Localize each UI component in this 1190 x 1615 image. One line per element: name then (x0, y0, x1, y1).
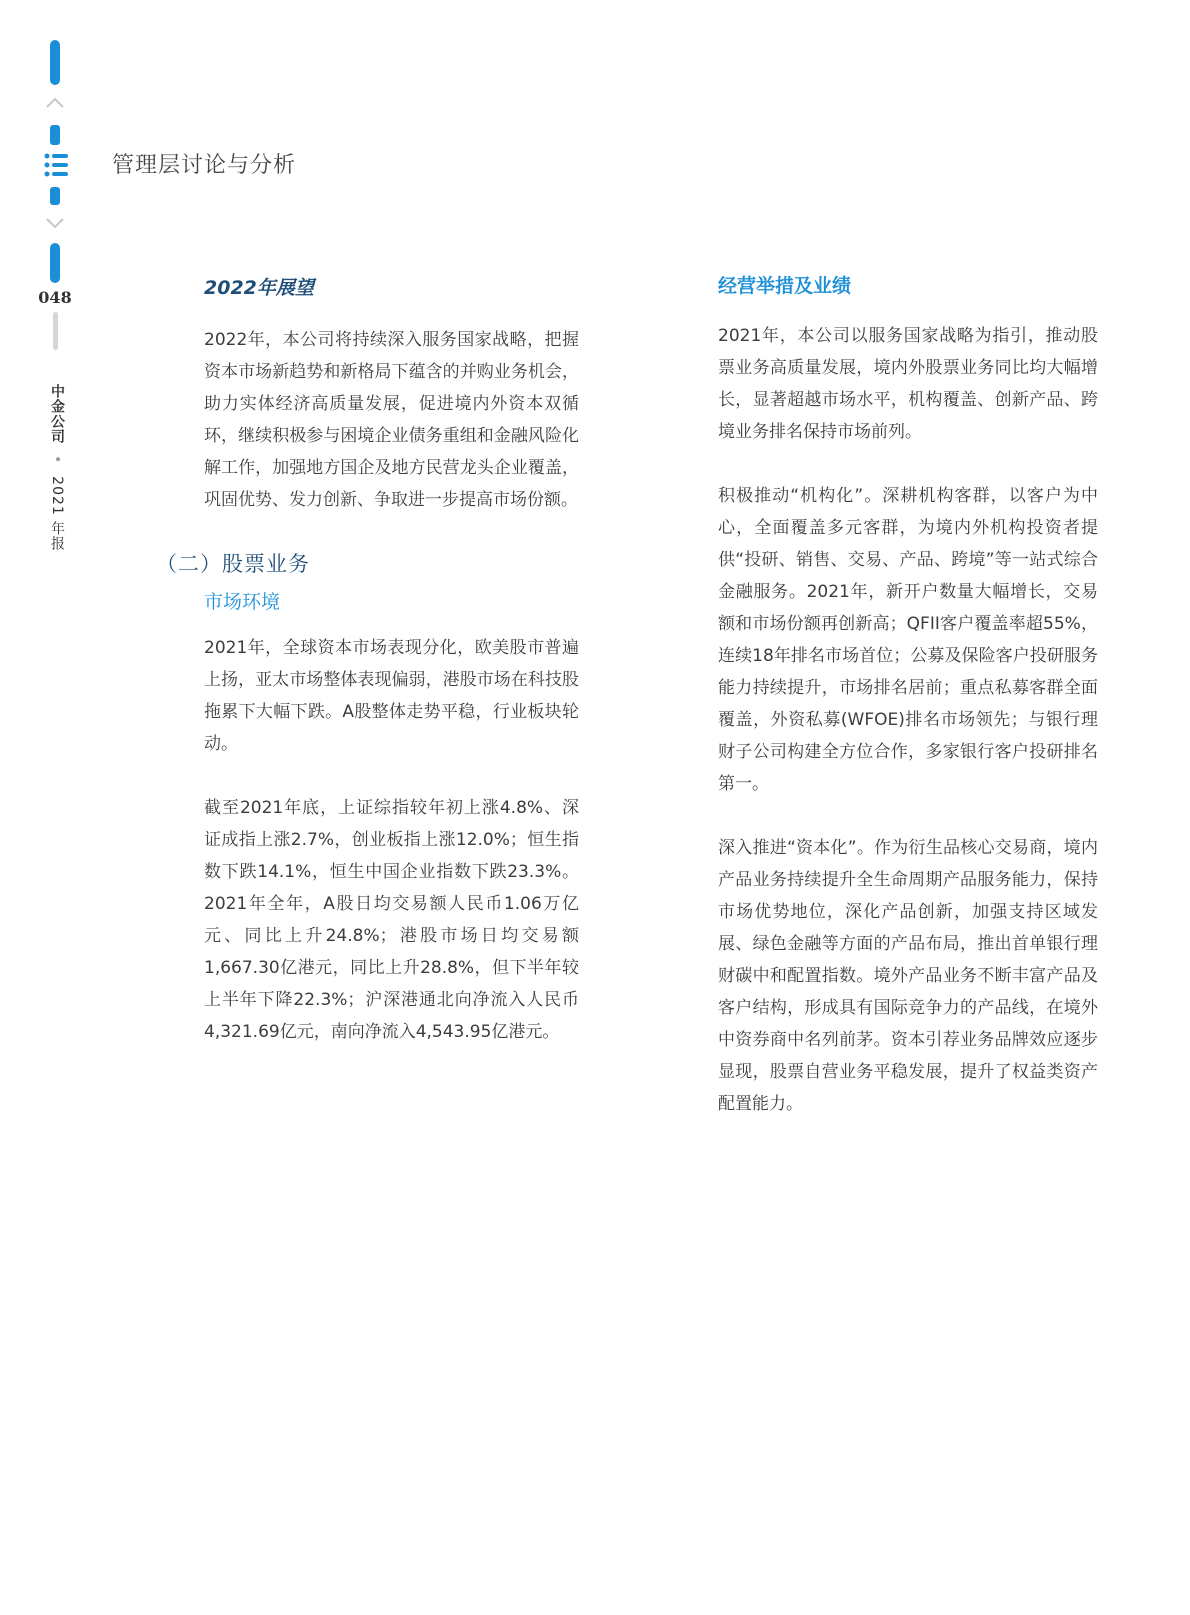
nav-accent-bar (50, 125, 60, 145)
market-paragraph: 2021年，全球资本市场表现分化，欧美股市普遍上扬，亚太市场整体表现偏弱，港股市场在科技股拖累下大幅下跌。A股整体走势平稳，行业板块轮动。 (204, 638, 579, 754)
table-of-contents-menu-icon[interactable] (44, 152, 68, 178)
report-year: 2021 年报 (49, 476, 65, 552)
brand-name: 中金公司 (49, 384, 65, 444)
separator-dot: • (49, 455, 65, 465)
nav-accent-bar (50, 243, 60, 283)
left-column (156, 270, 579, 1080)
outlook-paragraph: 2022年，本公司将持续深入服务国家战略，把握资本市场新趋势和新格局下蕴含的并购业务机会，助力实体经济高质量发展，促进境内外资本双循环，继续积极参与困境企业债务重组和金融风险化解工作，加强地方国企及地方民营龙头企业覆盖，巩固优势、发力创新、争取进一步提高市场份额。 (204, 330, 579, 510)
nav-accent-bar (50, 40, 60, 85)
page-number: 048 (38, 288, 72, 307)
right-column (718, 270, 1098, 1152)
operations-paragraph: 深入推进“资本化”。作为衍生品核心交易商，境内产品业务持续提升全生命周期产品服务能力，保持市场优势地位，深化产品创新，加强支持区域发展、绿色金融等方面的产品布局，推出首单银行理财碳中和配置指数。境外产品业务不断丰富产品及客户结构，形成具有国际竞争力的产品线，在境外中资券商中名列前茅。资本引荐业务品牌效应逐步显现，股票自营业务平稳发展，提升了权益类资产配置能力。 (718, 838, 1098, 1114)
page-title: 管理层讨论与分析 (112, 153, 297, 178)
market-paragraph: 截至2021年底，上证综指较年初上涨4.8%、深证成指上涨2.7%，创业板指上涨12.0%；恒生指数下跌14.1%，恒生中国企业指数下跌23.3%。2021年全年，A股日均交易额人民币1.06万亿元、同比上升24.8%；港股市场日均交易额1,667.30亿港元，同比上升28.8%，但下半年较上半年下降22.3%；沪深港通北向净流入人民币4,321.69亿元，南向净流入4,543.95亿港元。 (204, 798, 579, 1042)
section-heading-equities: （二）股票业务 (156, 552, 310, 576)
nav-accent-bar (50, 187, 60, 205)
side-navigation (0, 0, 110, 600)
operations-paragraph: 2021年，本公司以服务国家战略为指引，推动股票业务高质量发展，境内外股票业务同比均大幅增长，显著超越市场水平，机构覆盖、创新产品、跨境业务排名保持市场前列。 (718, 326, 1098, 442)
nav-divider (53, 312, 58, 350)
market-environment-heading: 市场环境 (204, 591, 281, 613)
report-label (47, 384, 67, 551)
next-page-chevron-down-icon[interactable] (44, 212, 66, 234)
outlook-heading: 2022年展望 (204, 277, 314, 299)
operations-heading: 经营举措及业绩 (718, 275, 852, 297)
operations-paragraph: 积极推动“机构化”。深耕机构客群，以客户为中心，全面覆盖多元客群，为境内外机构投资者提供“投研、销售、交易、产品、跨境”等一站式综合金融服务。2021年，新开户数量大幅增长，交易额和市场份额再创新高；QFII客户覆盖率超55%，连续18年排名市场首位；公募及保险客户投研服务能力持续提升，市场排名居前；重点私募客群全面覆盖，外资私募(WFOE)排名市场领先；与银行理财子公司构建全方位合作，多家银行客户投研排名第一。 (718, 486, 1098, 794)
previous-page-chevron-up-icon[interactable] (44, 92, 66, 114)
